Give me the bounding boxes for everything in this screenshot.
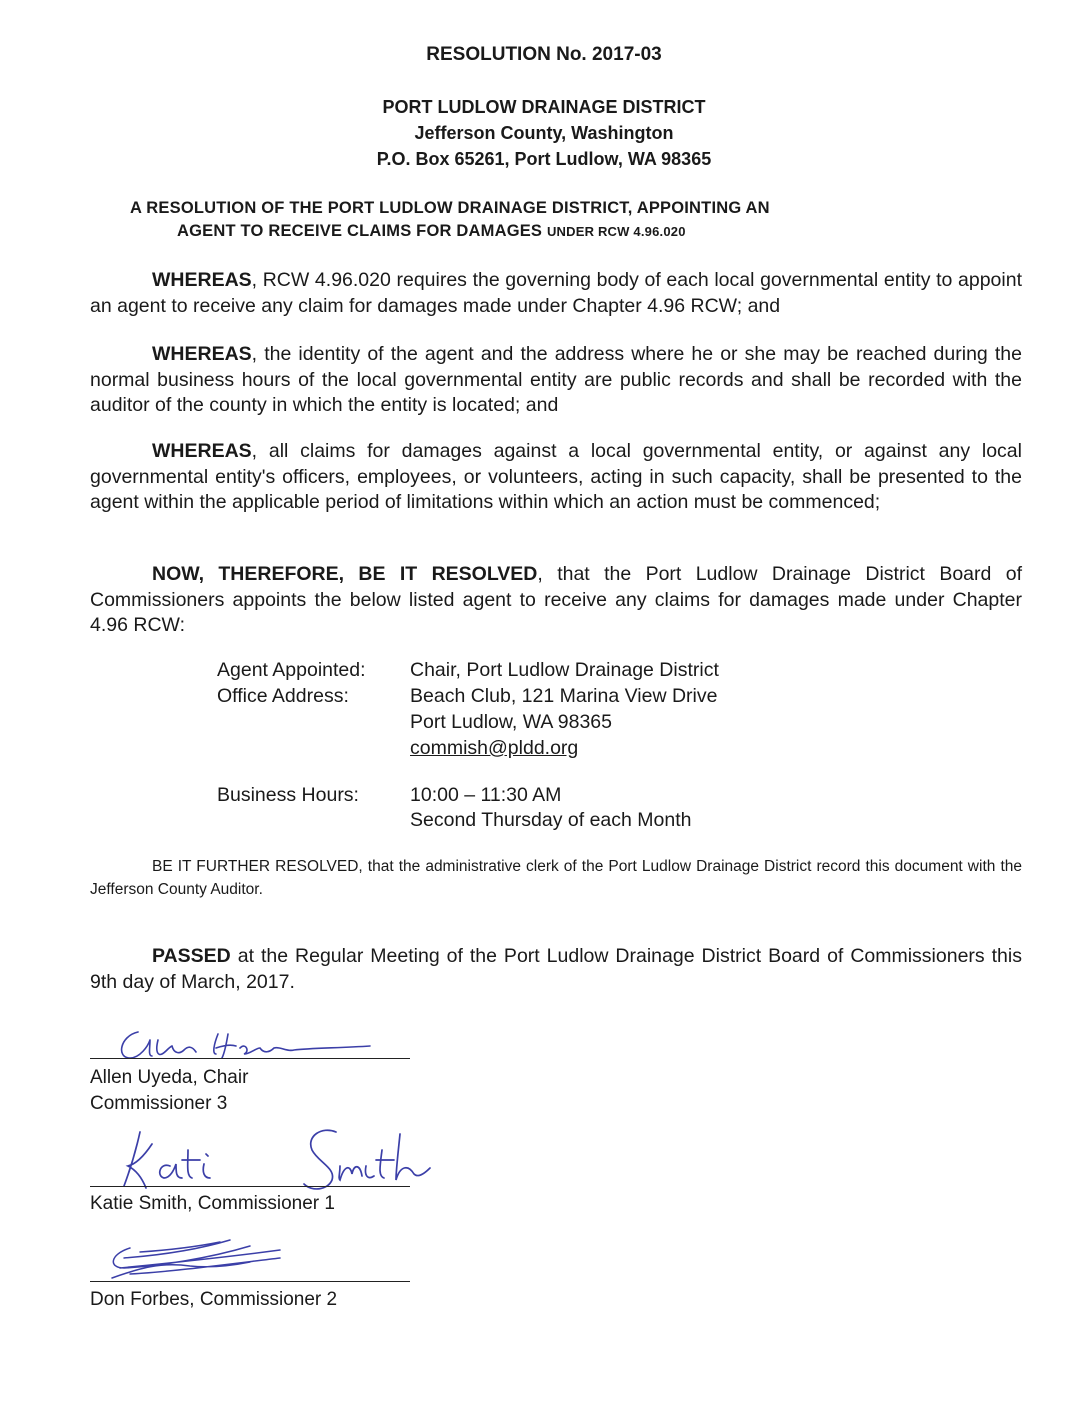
office-address-line-2: Port Ludlow, WA 98365 [410, 711, 612, 733]
business-hours-time: 10:00 – 11:30 AM [410, 784, 562, 806]
signature-line [90, 1058, 410, 1059]
business-hours-label: Business Hours: [217, 784, 359, 806]
further-resolved-paragraph: BE IT FURTHER RESOLVED, that the administrative clerk of the Port Ludlow Drainage District record this document with the Jefferson County Auditor. [90, 858, 1022, 898]
district-address: P.O. Box 65261, Port Ludlow, WA 98365 [376, 149, 712, 169]
signer-name-allen-uyeda: Allen Uyeda, Chair [90, 1067, 249, 1088]
agent-appointed-label: Agent Appointed: [217, 659, 366, 681]
signer-name-katie-smith: Katie Smith, Commissioner 1 [90, 1193, 335, 1214]
whereas-lead: WHEREAS [152, 440, 252, 462]
whereas-paragraph-3 [90, 439, 1022, 516]
business-hours-schedule: Second Thursday of each Month [410, 809, 692, 831]
district-county: Jefferson County, Washington [414, 123, 674, 143]
passed-text: at the Regular Meeting of the Port Ludlow Drainage District Board of Commissioners this 9th day of March, 2017. [90, 945, 1022, 993]
whereas-paragraph-2 [90, 342, 1022, 419]
agent-appointed-value: Chair, Port Ludlow Drainage District [410, 659, 719, 681]
subject-line-1: A RESOLUTION OF THE PORT LUDLOW DRAINAGE DISTRICT, APPOINTING AN [130, 199, 770, 217]
signature-line [90, 1186, 410, 1187]
resolved-text: , that the Port Ludlow Drainage District Board of Commissioners appoints the below listed agent to receive any claims for damages made under Chapter 4.96 RCW: [90, 563, 1022, 636]
signature-line [90, 1281, 410, 1282]
passed-lead: PASSED [152, 945, 231, 967]
resolved-lead: NOW, THEREFORE, BE IT RESOLVED [152, 563, 538, 585]
resolved-paragraph [90, 562, 1022, 639]
signer-name-don-forbes: Don Forbes, Commissioner 2 [90, 1289, 338, 1310]
passed-paragraph [90, 944, 1022, 995]
district-name: PORT LUDLOW DRAINAGE DISTRICT [382, 97, 706, 117]
whereas-text: , all claims for damages against a local governmental entity, or against any local governmental entity's officers, employees, or volunteers, acting in such capacity, shall be presented to the agent within the applicable period of limitations within which an action must be commenced; [90, 440, 1022, 513]
subject-line-2-main: AGENT TO RECEIVE CLAIMS FOR DAMAGES [177, 222, 543, 240]
signature-allen-uyeda [100, 1018, 400, 1068]
office-address-label: Office Address: [217, 685, 349, 707]
agent-email-link[interactable]: commish@pldd.org [410, 737, 579, 759]
signature-katie-smith [100, 1120, 460, 1200]
office-address-line-1: Beach Club, 121 Marina View Drive [410, 685, 718, 707]
subject-line-2 [177, 222, 1017, 241]
whereas-text: , RCW 4.96.020 requires the governing body of each local governmental entity to appoint an agent to receive any claim for damages made under Chapter 4.96 RCW; and [90, 269, 1022, 317]
subject-line-2-small: UNDER RCW 4.96.020 [546, 224, 686, 239]
signer-role-allen-uyeda: Commissioner 3 [90, 1093, 228, 1114]
whereas-text: , the identity of the agent and the address where he or she may be reached during the normal business hours of the local governmental entity are public records and shall be recorded with the auditor of the county in which the entity is located; and [90, 343, 1022, 416]
whereas-paragraph-1 [90, 268, 1022, 319]
signature-don-forbes [100, 1228, 320, 1288]
whereas-lead: WHEREAS [152, 343, 252, 365]
resolution-title: RESOLUTION No. 2017-03 [426, 44, 662, 65]
whereas-lead: WHEREAS [152, 269, 252, 291]
